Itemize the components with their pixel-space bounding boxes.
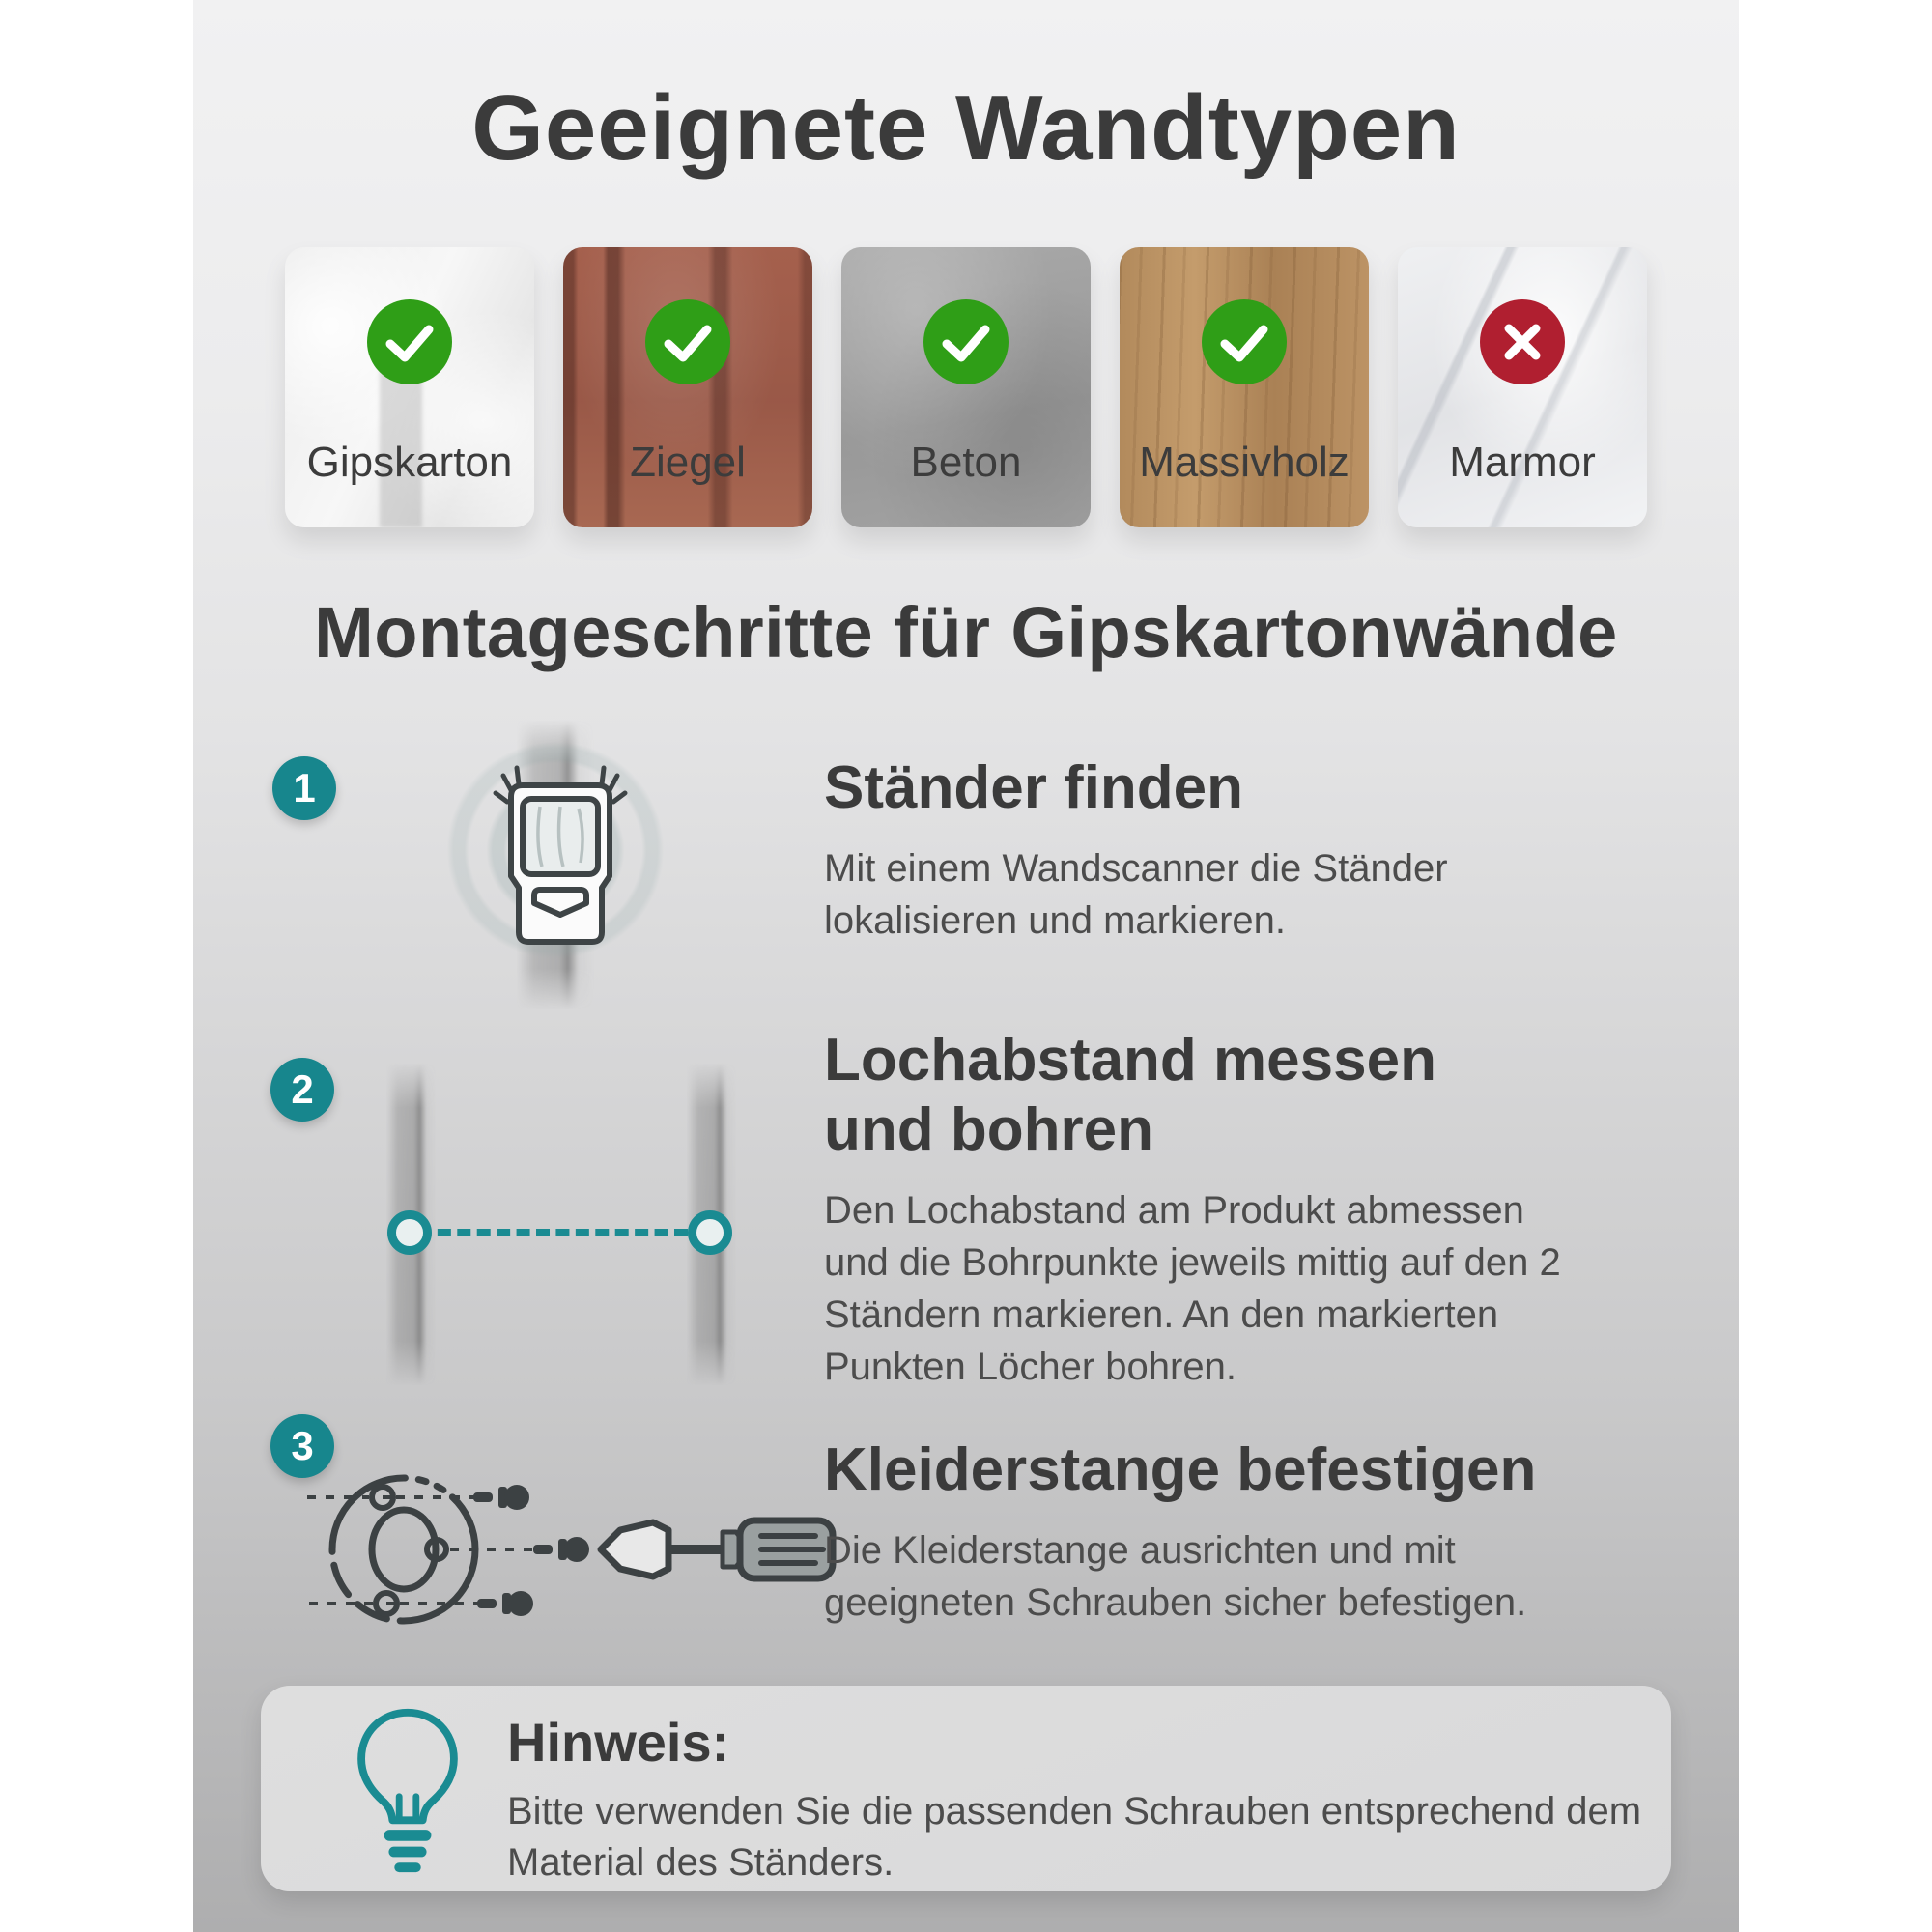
drill-point-dot xyxy=(688,1210,732,1255)
drill-point-dot xyxy=(387,1210,432,1255)
wall-tile-label: Gipskarton xyxy=(306,439,513,486)
wall-scanner-illustration xyxy=(435,720,676,1009)
step-2-title: Lochabstand messen und bohren xyxy=(824,1027,1436,1163)
wall-tile-label: Ziegel xyxy=(630,439,746,486)
step-3-title: Kleiderstange befestigen xyxy=(824,1436,1537,1503)
note-body: Bitte verwenden Sie die passenden Schrauben entsprechend dem Material des Ständers. xyxy=(507,1790,1642,1884)
stud-distance-illustration xyxy=(367,1063,773,1396)
check-icon xyxy=(645,299,730,384)
wall-tile-label: Massivholz xyxy=(1139,439,1350,486)
drill-distance-line xyxy=(398,1229,688,1236)
screwdriver-icon xyxy=(601,1520,833,1578)
step-2-body: Den Lochabstand am Produkt abmessen und die Bohrpunkte jeweils mittig auf den 2 Ständern markieren. An den markierten Punkten Löcher bohren. xyxy=(824,1189,1561,1388)
section-title: Montageschritte für Gipskartonwände xyxy=(314,592,1618,672)
wall-tile-label: Beton xyxy=(910,439,1022,486)
step-2-number: 2 xyxy=(270,1058,334,1122)
wall-tile-gipskarton xyxy=(285,247,534,527)
step-1-number: 1 xyxy=(272,756,336,820)
check-icon xyxy=(923,299,1009,384)
step-3-text xyxy=(824,1435,1674,1629)
wall-tile-massivholz xyxy=(1120,247,1369,527)
cross-icon xyxy=(1480,299,1565,384)
screw-icon xyxy=(477,1591,533,1616)
step-1-title: Ständer finden xyxy=(824,754,1244,821)
screw-icon xyxy=(473,1485,529,1510)
flange-screwdriver-icon xyxy=(290,1461,840,1639)
check-icon xyxy=(367,299,452,384)
step-3-number: 3 xyxy=(270,1414,334,1478)
wall-tile-ziegel xyxy=(563,247,812,527)
lightbulb-icon xyxy=(346,1705,469,1875)
wall-tile-label: Marmor xyxy=(1449,439,1596,486)
wall-scanner-icon xyxy=(478,758,642,952)
step-2-text xyxy=(824,1026,1616,1393)
infographic-canvas xyxy=(193,0,1739,1932)
check-icon xyxy=(1202,299,1287,384)
screw-icon xyxy=(533,1537,589,1562)
wall-type-tiles xyxy=(193,247,1739,527)
page-title: Geeignete Wandtypen xyxy=(471,76,1461,180)
note-box xyxy=(261,1686,1671,1891)
step-3-body: Die Kleiderstange ausrichten und mit geeigneten Schrauben sicher befestigen. xyxy=(824,1529,1527,1624)
step-1-text xyxy=(824,753,1597,947)
step-1-body: Mit einem Wandscanner die Ständer lokalisieren und markieren. xyxy=(824,847,1448,942)
wall-tile-beton xyxy=(841,247,1091,527)
wall-tile-marmor xyxy=(1398,247,1647,527)
note-title: Hinweis: xyxy=(507,1712,730,1773)
